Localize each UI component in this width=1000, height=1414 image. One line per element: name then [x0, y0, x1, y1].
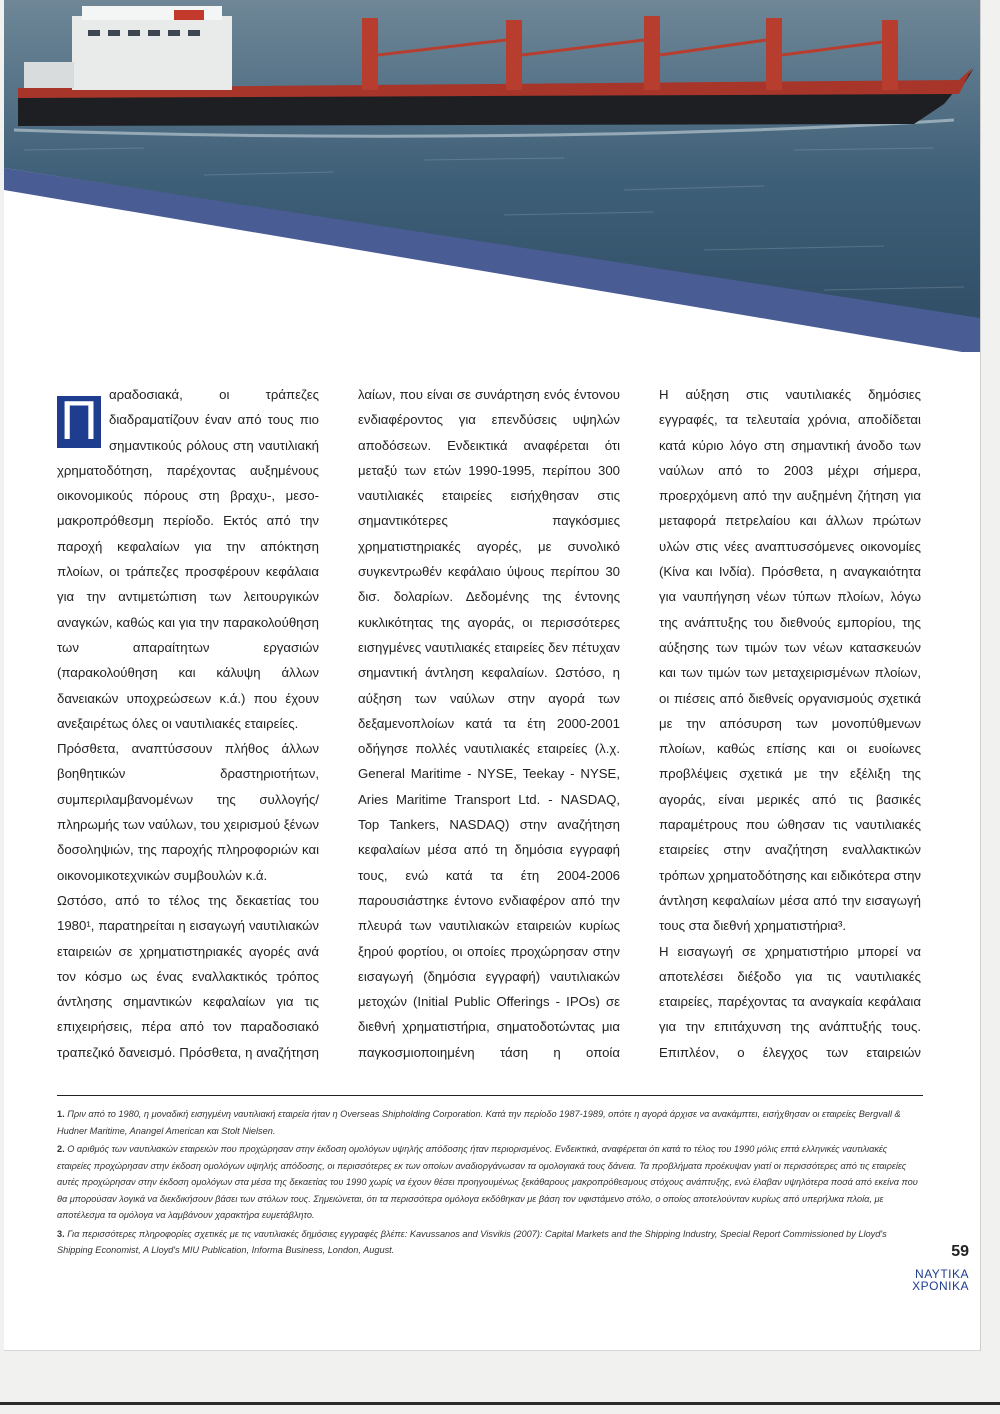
text-column-3	[659, 382, 921, 1062]
footnote-text: Για περισσότερες πληροφορίες σχετικές με τις ναυτιλιακές δημόσιες εγγραφές βλέπε: Kavussanos and Visvikis (2007): Capital Markets and the Shipping Industry, Special Report Commissioned by Lloyd's Shipping Economist, A Lloyd's MIU Publication, Informa Business, London, August.	[57, 1228, 887, 1255]
magazine-title	[894, 1268, 969, 1292]
magazine-title-line: ΧΡΟΝΙΚΑ	[912, 1279, 969, 1293]
paragraph: Πρόσθετα, αναπτύσσουν πλήθος άλλων βοηθητικών δραστηριοτήτων, συμπεριλαμβανομένων της συλλογής/πληρωμής των ναύλων, του χειρισμού ξένων δοσοληψιών, της παροχής πληροφοριών και οικονομικοτεχνικών συμβουλών κ.ά.	[57, 741, 319, 883]
cargo-ship-photo	[4, 0, 980, 360]
paragraph: Ωστόσο, από το τέλος της δεκαετίας του 1980¹, παρατηρείται η εισαγωγή ναυτιλιακών εταιρειών σε χρηματιστηριακές αγορές ανά τον κόσμο ως ένας εναλλακτικός τρόπος άντλησης σημαντικών κεφαλαίων για τις επιχειρήσεις, πέρα από τον παραδοσιακό τραπεζικό δανεισμό. Πρόσθετα, η αναζήτηση	[57, 892, 319, 1060]
footnote-text: Ο αριθμός των ναυτιλιακών εταιρειών που προχώρησαν στην έκδοση ομολόγων υψηλής απόδοσης ήταν περιορισμένος. Ενδεικτικά, αναφέρεται ότι κατά το τέλος του 1990 μόλις επτά ελληνικές ναυτιλιακές εταιρείες προχώρησαν στην έκδοση ομολόγων υψηλής απόδοσης, οι περισσότερες εκ των οποίων αναδιοργάνωσαν τα ομολογιακά τους δάνεια. Τα προβλήματα προέκυψαν γιατί οι περισσότερες από τις εταιρείες αυτές προχώρησαν στην έκδοση ομολόγων στα μέσα της δεκαετίας του 1990 χωρίς να έχουν θέσει προηγουμένως ξεκάθαρους μακροπρόθεσμους στόχους ανάπτυξης, ενώ έλαβαν υψηλότερα ποσά από εκείνα που θα μπορούσαν λογικά να διεκδικήσουν βάσει των στόλων τους. Σημειώνεται, ότι τα περισσότερα ομόλογα εκδόθηκαν με βάση τον υφιστάμενο στόλο, ο οποίος αποτελούνταν κυρίως από υπερήλικα πλοία, με αποτέλεσμα τα ομόλογα να λαμβάνουν χαρακτήρα ευμετάβλητο.	[57, 1144, 918, 1220]
paragraph: λαίων, που είναι σε συνάρτηση ενός έντονου ενδιαφέροντος για επενδύσεις υψηλών αποδόσεων. Ενδεικτικά αναφέρεται ότι μεταξύ των ετών 1990-1995, περίπου 300 ναυτιλιακές εταιρείες εισήχθησαν στις σημαντικότερες παγκόσμιες χρηματιστηριακές αγορές, με συνολικό συγκεντρωθέν κεφάλαιο ύψους περίπου 30 δισ. δολαρίων. Δεδομένης της έντονης κυκλικότητας της αγοράς, οι περισσότερες εισηγμένες ναυτιλιακές εταιρείες δεν πέτυχαν σημαντική άντληση κεφαλαίων. Ωστόσο, η αύξηση των ναύλων στην αγορά των δεξαμενοπλοίων κατά τα έτη 2000-2001 οδήγησε πολλές ναυτιλιακές εταιρείες (λ.χ. General Maritime - NYSE, Teekay - NYSE, Aries Maritime Transport Ltd. - NASDAQ, Top Tankers, NASDAQ) στην αναζήτηση κεφαλαίων μέσα από τη δημόσια εγγραφή τους, ενώ κατά τα έτη 2004-2006 παρουσιάστηκε έντονο ενδιαφέρον από την πλευρά των ναυτιλιακών εταιρειών κυρίως ξηρού φορτίου, οι οποίες προχώρησαν στην εισαγωγή (δημόσια εγγραφή) ναυτιλιακών μετοχών (Initial Public Offerings - IPOs) σε διεθνή χρηματιστήρια, σηματοδοτώντας μια παγκοσμιοποιημένη τάση η οποία	[358, 387, 620, 1060]
scan-edge	[0, 1402, 1000, 1405]
paragraph: Η αύξηση στις ναυτιλιακές δημόσιες εγγραφές, τα τελευταία χρόνια, αποδίδεται κατά κύριο λόγο στη σημαντική άνοδο των ναύλων από το 2003 μέχρι σήμερα, προερχόμενη από την αυξημένη ζήτηση για μεταφορά πετρελαίου και άλλων πρώτων υλών στις νέες αναπτυσσόμενες οικονομίες (Κίνα και Ινδία). Πρόσθετα, η αναγκαιότητα για ναυπήγηση νέων τύπων πλοίων, λόγω της ανάπτυξης του διεθνούς εμπορίου, της αύξησης των τιμών των νέων κατασκευών και των τιμών των μεταχειρισμένων πλοίων, οι πιέσεις από διεθνείς οργανισμούς σχετικά με την απόσυρση των μονοπύθμενων πλοίων, καθώς επίσης και οι ευοίωνες προβλέψεις σχετικά με την εξέλιξη της αγοράς, είναι μερικές από τις βασικές παραμέτρους που ώθησαν τις ναυτιλιακές εταιρείες στην αναζήτηση εναλλακτικών τρόπων χρηματοδότησης και ειδικότερα στην άντληση κεφαλαίων μέσα από την εισαγωγή τους στα διεθνή χρηματιστήρια³.	[659, 387, 921, 934]
footnote	[57, 1226, 923, 1259]
magazine-title-line: ΝΑΥΤΙΚΑ	[915, 1267, 969, 1281]
footnotes	[57, 1095, 923, 1261]
footnote	[57, 1141, 923, 1224]
page-number: 59	[951, 1243, 969, 1260]
text-column-2	[358, 382, 620, 1062]
magazine-page	[4, 0, 981, 1351]
text-column-1	[57, 382, 319, 1062]
footnote-number: 3.	[57, 1228, 65, 1239]
footnote-number: 2.	[57, 1144, 65, 1154]
footnote	[57, 1106, 923, 1139]
paragraph: Η εισαγωγή σε χρηματιστήριο μπορεί να αποτελέσει διέξοδο για τις ναυτιλιακές εταιρείες, παρέχοντας τα αναγκαία κεφάλαια για την επιτάχυνση της ανάπτυξής τους. Επιπλέον, ο έλεγχος των εταιρειών	[659, 943, 921, 1060]
paragraph: αραδοσιακά, οι τράπεζες διαδραματίζουν έναν από τους πιο σημαντικούς ρόλους στη ναυτιλιακή χρηματοδότηση, παρέχοντας αυξημένους οικονομικούς πόρους στη βραχυ-, μεσο-μακροπρόθεσμη περίοδο. Εκτός από την παροχή κεφαλαίων για την απόκτηση πλοίων, οι τράπεζες προσφέρουν κεφάλαια για την αντιμετώπιση των λειτουργικών αναγκών, καθώς και για την παρακολούθηση των απαραίτητων εργασιών (παρακολούθηση και κάλυψη άλλων δανειακών υποχρεώσεων κ.ά.) που έχουν ανεξαιρέτως όλες οι ναυτιλιακές εταιρείες.	[57, 387, 319, 731]
footnote-number: 1.	[57, 1109, 65, 1119]
drop-cap: Π	[57, 396, 101, 448]
footnote-text: Πριν από το 1980, η μοναδική εισηγμένη ναυτιλιακή εταιρεία ήταν η Overseas Shipholding Corporation. Κατά την περίοδο 1987-1989, οπότε η αγορά άρχισε να ανακάμπτει, εισήχθησαν οι εταιρείες Bergvall & Hudner Maritime, Anangel American και Stolt Nielsen.	[57, 1109, 901, 1136]
